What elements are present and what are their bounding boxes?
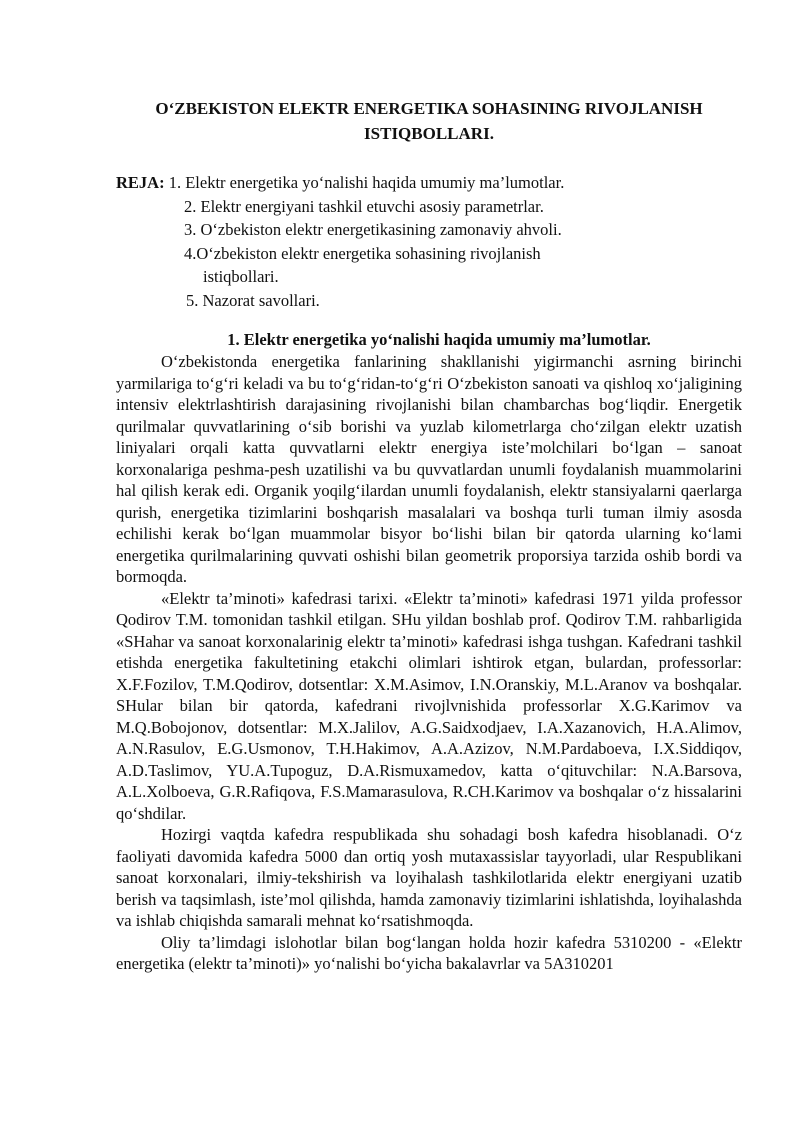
plan-item-2: 2. Elektr energiyani tashkil etuvchi asosiy parametrlar. <box>184 196 544 216</box>
document-page <box>116 96 742 975</box>
plan-item-5: 5. Nazorat savollari. <box>186 290 320 310</box>
plan-item-1: 1. Elektr energetika yo‘nalishi haqida umumiy ma’lumotlar. <box>164 173 565 192</box>
plan-row-2 <box>116 195 742 219</box>
plan-row-5 <box>116 265 742 289</box>
plan-row-1 <box>116 171 742 195</box>
plan-label: REJA: <box>116 173 165 192</box>
paragraph-2: «Elektr ta’minoti» kafedrasi tarixi. «Elektr ta’minoti» kafedrasi 1971 yilda professor Qodirov T.M. tomonidan tashkil etilgan. SHu yildan boshlab prof. Qodirov T.M. rahbarligida «SHahar va sanoat korxonalarinig elektr ta’minoti» kafedrasi ishga tushgan. Kafedrani tashkil etishda energetika fakultetining etakchi olimlari ishtirok etgan, bulardan, professorlar: X.F.Fozilov, T.M.Qodirov, dotsentlar: X.M.Asimov, I.N.Oranskiy, M.L.Aranov va boshqalar. SHular bilan bir qatorda, kafedrani rivojlvnishida professorlar X.G.Karimov va M.Q.Bobojonov, dotsentlar: M.X.Jalilov, A.G.Saidxodjaev, I.A.Xazanovich, H.A.Alimov, A.N.Rasulov, E.G.Usmonov, T.H.Hakimov, A.A.Azizov, N.M.Pardaboeva, I.X.Siddiqov, A.D.Taslimov, YU.A.Tupoguz, D.A.Rismuxamedov, katta o‘qituvchilar: N.A.Barsova, A.L.Xolboeva, G.R.Rafiqova, F.S.Mamarasulova, R.CH.Karimov va boshqalar o‘z hissalarini qo‘shdilar. <box>116 588 742 823</box>
document-title <box>116 96 742 146</box>
paragraph-4: Oliy ta’limdagi islohotlar bilan bog‘langan holda hozir kafedra 5310200 - «Elektr energetika (elektr ta’minoti)» yo‘nalishi bo‘yicha bakalavrlar va 5A310201 <box>116 932 742 973</box>
plan-row-4 <box>116 242 742 266</box>
paragraph-1: O‘zbekistonda energetika fanlarining shakllanishi yigirmanchi asrning birinchi yarmilariga to‘g‘ri keladi va bu to‘g‘ridan-to‘g‘ri O‘zbekiston sanoati va qishloq xo‘jaligining intensiv elektrlashtirish darajasining rivojlanishi bilan chambarchas bog‘liqdir. Energetik qurilmalar quvvatlarining o‘sib borishi va yuzlab kilometrlarga cho‘zilgan elektr uzatish liniyalari orqali katta quvvatlarni elektr energiya iste’molchilari bo‘lgan – sanoat korxonalariga peshma-pesh uzatilishi va bu quvvatlardan unumli foydalanish muammolarini hal qilish kerak edi. Organik yoqilg‘ilardan unumli foydalanish, elektr stansiyalarni qaerlarga qurish, energetika tizimlarini boshqarish masalalari va boshqa turli tuman ilmiy asosda echilishi kerak bo‘lgan muammolar bisyor bo‘lishi bilan bir qatorda ularning ko‘lami energetika qurilmalarining quvvati oshishi bilan geometrik proporsiya tarzida oshib bordi va bormoqda. <box>116 352 742 586</box>
plan-item-4: 4.O‘zbekiston elektr energetika sohasining rivojlanish <box>184 243 541 263</box>
plan-row-3 <box>116 218 742 242</box>
section-1-title: 1. Elektr energetika yo‘nalishi haqida umumiy ma’lumotlar. <box>227 330 651 349</box>
plan-row-6 <box>116 289 742 313</box>
plan-item-4-continued: istiqbollari. <box>203 267 279 286</box>
document-title-line-2: ISTIQBOLLARI. <box>364 124 494 143</box>
plan-item-3: 3. O‘zbekiston elektr energetikasining zamonaviy ahvoli. <box>184 220 562 239</box>
document-title-line-1: O‘ZBEKISTON ELEKTR ENERGETIKA SOHASINING RIVOJLANISH <box>155 99 703 118</box>
plan-section <box>116 171 742 312</box>
paragraph-3: Hozirgi vaqtda kafedra respublikada shu sohadagi bosh kafedra hisoblanadi. O‘z faoliyati davomida kafedra 5000 dan ortiq yosh mutaxassislar tayyorladi, ular Respublikani sanoat korxonalari, ilmiy-tekshirish va loyihalash tashkilotlarida elektr energiyani uzatib berish va taqsimlash, iste’mol qilishda, hamda zamonaviy tizimlarini ishlatishda, loyihalashda va ishlab chiqishda samarali mehnat ko‘rsatishmoqda. <box>116 825 742 930</box>
